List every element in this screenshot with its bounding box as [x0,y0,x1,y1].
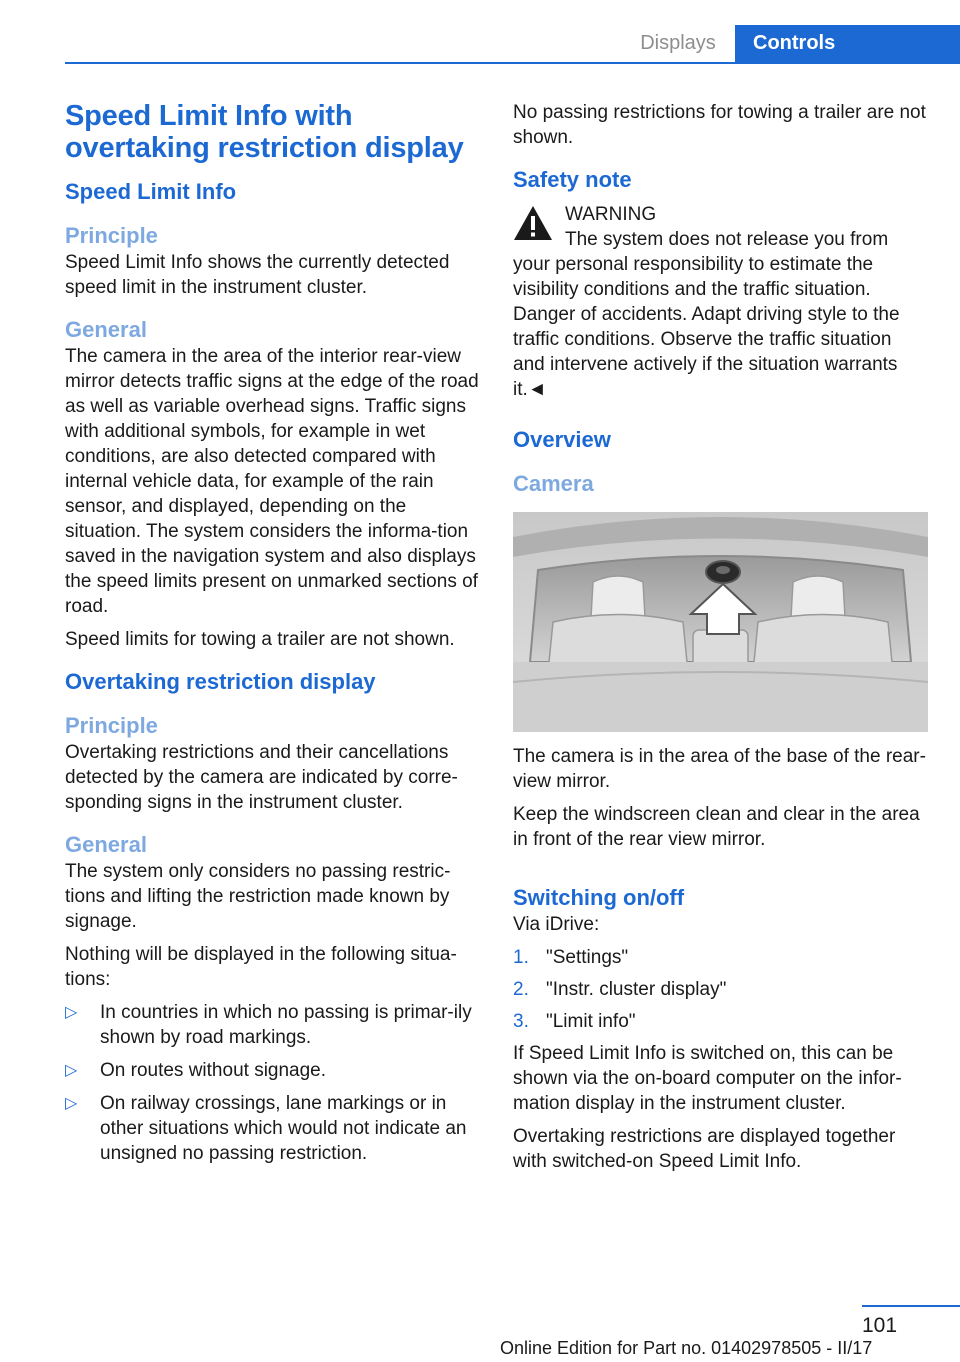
warning-text-first: The system does not release you from [565,229,889,250]
overtaking-display-text: Overtaking restrictions are displayed together with switched-on Speed Limit Info. [513,1126,896,1172]
list-item: ▷ In countries in which no passing is primar‐ily shown by road markings. [65,1002,472,1048]
bullet-triangle-icon: ▷ [65,1004,78,1021]
bullet-triangle-icon: ▷ [65,1095,78,1112]
general-heading: General [65,317,147,342]
principle-heading-2: Principle [65,713,158,738]
windscreen-note: Keep the windscreen clean and clear in the area in front of the rear view mirror. [513,804,920,850]
page-number: 101 [862,1314,898,1337]
section-heading-overtaking: Overtaking restriction display [65,669,376,694]
idrive-steps [513,945,928,1034]
bullet-triangle-icon: ▷ [65,1062,78,1079]
info-display-text: If Speed Limit Info is switched on, this can be shown via the on-board computer on the infor‐mation display in the instrument cluster. [513,1043,902,1114]
list-item: ▷ On railway crossings, lane markings or in other situations which would not indicate an unsigned no passing restriction. [65,1093,467,1164]
principle-heading: Principle [65,223,158,248]
tab-displays[interactable]: Displays [640,32,716,54]
edition-note: Online Edition for Part no. 01402978505 - II/17 [500,1338,873,1358]
footer-rule [862,1305,960,1307]
warning-label: WARNING [565,204,657,225]
header-rule [65,62,960,64]
list-item: 3. "Limit info" [513,1011,636,1032]
situations-list [65,1000,480,1166]
general-text-2b: Nothing will be displayed in the following situa‐tions: [65,944,457,990]
warning-text: your personal responsibility to estimate the visibility conditions and the traffic situation. Danger of accidents. Adapt driving style to the traffic conditions. Observe the traffic situation and intervene actively if the situation warrants it.◄ [513,254,900,400]
section-heading-speed-limit-info: Speed Limit Info [65,179,237,204]
via-idrive-text: Via iDrive: [513,914,600,935]
general-text-2: The system only considers no passing restric‐tions and lifting the restriction made known by signage. [65,861,451,932]
tab-controls[interactable]: Controls [735,25,960,62]
list-item: ▷ On routes without signage. [65,1060,327,1081]
switching-heading: Switching on/off [513,885,685,910]
page-title: Speed Limit Info with overtaking restriction display [65,100,464,164]
safety-note-heading: Safety note [513,167,632,192]
camera-location-illustration [513,512,928,732]
principle-text-2: Overtaking restrictions and their cancellations detected by the camera are indicated by corre‐sponding signs in the instrument cluster. [65,742,458,813]
principle-text: Speed Limit Info shows the currently detected speed limit in the instrument cluster. [65,252,450,298]
camera-heading: Camera [513,471,594,496]
overview-heading: Overview [513,427,611,452]
general-text-trailer: Speed limits for towing a trailer are not shown. [65,629,455,650]
general-text: The camera in the area of the interior rear-view mirror detects traffic signs at the edge of the road as well as variable overhead signs. Traffic signs with additional symbols, for example in wet conditions, are also detected compared with internal vehicle data, for example of the rain sensor, and displayed, depending on the situation. The system considers the informa‐tion saved in the navigation system and also displays the speed limits present on unmarked sections of road. [65,346,479,617]
general-heading-2: General [65,832,147,857]
warning-triangle-icon [513,205,553,241]
warning-block [513,202,928,402]
left-column [65,100,480,1174]
trailer-note: No passing restrictions for towing a trailer are not shown. [513,102,926,148]
list-item: 2. "Instr. cluster display" [513,979,727,1000]
camera-caption: The camera is in the area of the base of the rear-view mirror. [513,746,926,792]
right-column [513,100,928,1174]
list-item: 1. "Settings" [513,947,629,968]
